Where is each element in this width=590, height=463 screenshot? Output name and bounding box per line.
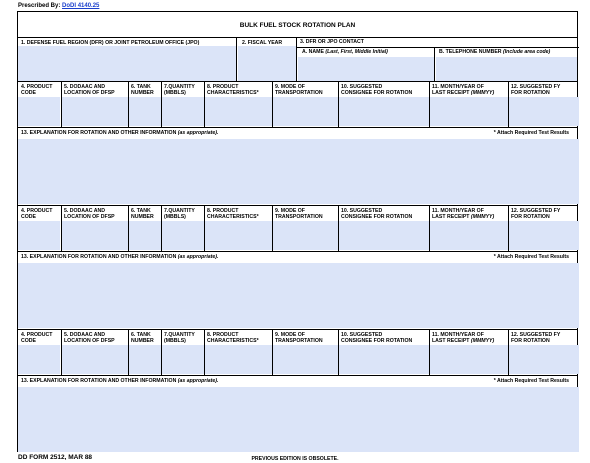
suggested-fy-label: 12. SUGGESTED FY FOR ROTATION — [511, 332, 561, 344]
explanation-field[interactable] — [18, 387, 579, 452]
suggested-consignee-label: 10. SUGGESTED CONSIGNEE FOR ROTATION — [341, 208, 413, 220]
field-3-label: 3. DFR OR JPO CONTACT — [300, 39, 364, 45]
field-2-label: 2. FISCAL YEAR — [242, 40, 283, 46]
tank-number-field[interactable] — [129, 221, 161, 250]
divider — [61, 205, 62, 251]
suggested-consignee-label: 10. SUGGESTED CONSIGNEE FOR ROTATION — [341, 332, 413, 344]
form-frame — [17, 11, 578, 452]
last-receipt-label: 11. MONTH/YEAR OF LAST RECEIPT (MMMYY) — [432, 84, 495, 96]
product-characteristics-field[interactable] — [205, 345, 272, 374]
divider — [161, 329, 162, 375]
last-receipt-note: (MMMYY) — [469, 90, 495, 96]
quantity-field[interactable] — [162, 345, 204, 374]
divider — [296, 37, 297, 81]
product-code-label: 4. PRODUCT CODE — [21, 84, 53, 96]
transportation-mode-field[interactable] — [273, 345, 338, 374]
explanation-note: (as appropriate). — [177, 254, 219, 260]
suggested-consignee-label: 10. SUGGESTED CONSIGNEE FOR ROTATION — [341, 84, 413, 96]
product-characteristics-label: 8. PRODUCT CHARACTERISTICS* — [207, 208, 259, 220]
divider — [338, 81, 339, 127]
field-3a-label — [302, 49, 388, 55]
tank-number-label: 6. TANK NUMBER — [131, 208, 154, 220]
transportation-mode-label: 9. MODE OF TRANSPORTATION — [275, 332, 323, 344]
dodaac-location-field[interactable] — [62, 221, 128, 250]
divider — [161, 205, 162, 251]
suggested-consignee-field[interactable] — [339, 345, 429, 374]
tank-number-label: 6. TANK NUMBER — [131, 332, 154, 344]
form-id: DD FORM 2512, MAR 88 — [18, 454, 93, 461]
product-code-label: 4. PRODUCT CODE — [21, 332, 53, 344]
transportation-mode-label: 9. MODE OF TRANSPORTATION — [275, 84, 323, 96]
quantity-label: 7.QUANTITY (MBBLS) — [164, 84, 195, 96]
field-3a-text: A. NAME — [302, 49, 324, 55]
last-receipt-note: (MMMYY) — [469, 338, 495, 344]
product-characteristics-label: 8. PRODUCT CHARACTERISTICS* — [207, 84, 259, 96]
field-3b-note: (Include area code) — [503, 49, 551, 55]
divider — [18, 375, 577, 376]
tank-number-field[interactable] — [129, 345, 161, 374]
divider — [508, 329, 509, 375]
quantity-label: 7.QUANTITY (MBBLS) — [164, 208, 195, 220]
attach-test-results-note: * Attach Required Test Results — [493, 130, 569, 136]
product-characteristics-field[interactable] — [205, 97, 272, 126]
explanation-note: (as appropriate). — [177, 130, 219, 136]
divider — [429, 329, 430, 375]
divider — [338, 329, 339, 375]
divider — [508, 81, 509, 127]
divider — [272, 205, 273, 251]
divider — [204, 329, 205, 375]
divider — [18, 329, 577, 330]
fiscal-year-field[interactable] — [238, 46, 296, 81]
field-3b-text: B. TELEPHONE NUMBER — [439, 49, 502, 55]
last-receipt-field[interactable] — [430, 345, 508, 374]
product-code-field[interactable] — [18, 97, 60, 126]
divider — [434, 48, 435, 81]
divider — [18, 251, 577, 252]
attach-test-results-note: * Attach Required Test Results — [493, 378, 569, 384]
product-characteristics-label: 8. PRODUCT CHARACTERISTICS* — [207, 332, 259, 344]
product-code-field[interactable] — [18, 221, 60, 250]
dodaac-location-label: 5. DODAAC AND LOCATION OF DFSP — [64, 332, 115, 344]
field-3b-label — [439, 49, 550, 55]
explanation-label: 13. EXPLANATION FOR ROTATION AND OTHER INFORMATION (as appropriate). — [21, 130, 219, 136]
product-code-field[interactable] — [18, 345, 60, 374]
prescribed-by-label: Prescribed By: — [18, 3, 63, 9]
explanation-field[interactable] — [18, 263, 579, 328]
divider — [161, 81, 162, 127]
field-3a-note: (Last, First, Middle Initial) — [325, 49, 388, 55]
transportation-mode-label: 9. MODE OF TRANSPORTATION — [275, 208, 323, 220]
dodi-link[interactable]: DoDI 4140.25 — [62, 3, 100, 9]
form-title: BULK FUEL STOCK ROTATION PLAN — [239, 22, 356, 29]
last-receipt-field[interactable] — [430, 97, 508, 126]
obsolete-notice: PREVIOUS EDITION IS OBSOLETE. — [251, 456, 339, 462]
divider — [429, 81, 430, 127]
divider — [272, 329, 273, 375]
divider — [18, 37, 577, 38]
dodaac-location-field[interactable] — [62, 97, 128, 126]
quantity-label: 7.QUANTITY (MBBLS) — [164, 332, 195, 344]
suggested-fy-field[interactable] — [509, 221, 579, 250]
suggested-fy-field[interactable] — [509, 97, 579, 126]
divider — [204, 205, 205, 251]
divider — [61, 81, 62, 127]
contact-name-field[interactable] — [298, 57, 434, 81]
divider — [204, 81, 205, 127]
divider — [296, 47, 579, 48]
suggested-fy-label: 12. SUGGESTED FY FOR ROTATION — [511, 84, 561, 96]
divider — [272, 81, 273, 127]
divider — [338, 205, 339, 251]
last-receipt-label: 11. MONTH/YEAR OF LAST RECEIPT (MMMYY) — [432, 208, 495, 220]
last-receipt-field[interactable] — [430, 221, 508, 250]
explanation-note: (as appropriate). — [177, 378, 219, 384]
last-receipt-label: 11. MONTH/YEAR OF LAST RECEIPT (MMMYY) — [432, 332, 495, 344]
divider — [128, 81, 129, 127]
defense-fuel-region-field[interactable] — [18, 46, 236, 81]
dodaac-location-label: 5. DODAAC AND LOCATION OF DFSP — [64, 84, 115, 96]
divider — [236, 37, 237, 81]
suggested-fy-field[interactable] — [509, 345, 579, 374]
attach-test-results-note: * Attach Required Test Results — [493, 254, 569, 260]
explanation-field[interactable] — [18, 139, 579, 204]
product-code-label: 4. PRODUCT CODE — [21, 208, 53, 220]
suggested-fy-label: 12. SUGGESTED FY FOR ROTATION — [511, 208, 561, 220]
divider — [18, 81, 577, 82]
product-characteristics-field[interactable] — [205, 221, 272, 250]
tank-number-field[interactable] — [129, 97, 161, 126]
tank-number-label: 6. TANK NUMBER — [131, 84, 154, 96]
last-receipt-note: (MMMYY) — [469, 214, 495, 220]
divider — [508, 205, 509, 251]
divider — [18, 127, 577, 128]
divider — [429, 205, 430, 251]
suggested-consignee-field[interactable] — [339, 221, 429, 250]
dodaac-location-field[interactable] — [62, 345, 128, 374]
transportation-mode-field[interactable] — [273, 97, 338, 126]
quantity-field[interactable] — [162, 221, 204, 250]
quantity-field[interactable] — [162, 97, 204, 126]
explanation-label: 13. EXPLANATION FOR ROTATION AND OTHER INFORMATION (as appropriate). — [21, 254, 219, 260]
divider — [128, 329, 129, 375]
field-1-label: 1. DEFENSE FUEL REGION (DFR) OR JOINT PETROLEUM OFFICE (JPO) — [21, 40, 200, 46]
telephone-number-field[interactable] — [436, 57, 577, 81]
transportation-mode-field[interactable] — [273, 221, 338, 250]
divider — [61, 329, 62, 375]
divider — [128, 205, 129, 251]
explanation-label: 13. EXPLANATION FOR ROTATION AND OTHER INFORMATION (as appropriate). — [21, 378, 219, 384]
divider — [18, 205, 577, 206]
suggested-consignee-field[interactable] — [339, 97, 429, 126]
prescribed-by — [18, 2, 99, 10]
dodaac-location-label: 5. DODAAC AND LOCATION OF DFSP — [64, 208, 115, 220]
